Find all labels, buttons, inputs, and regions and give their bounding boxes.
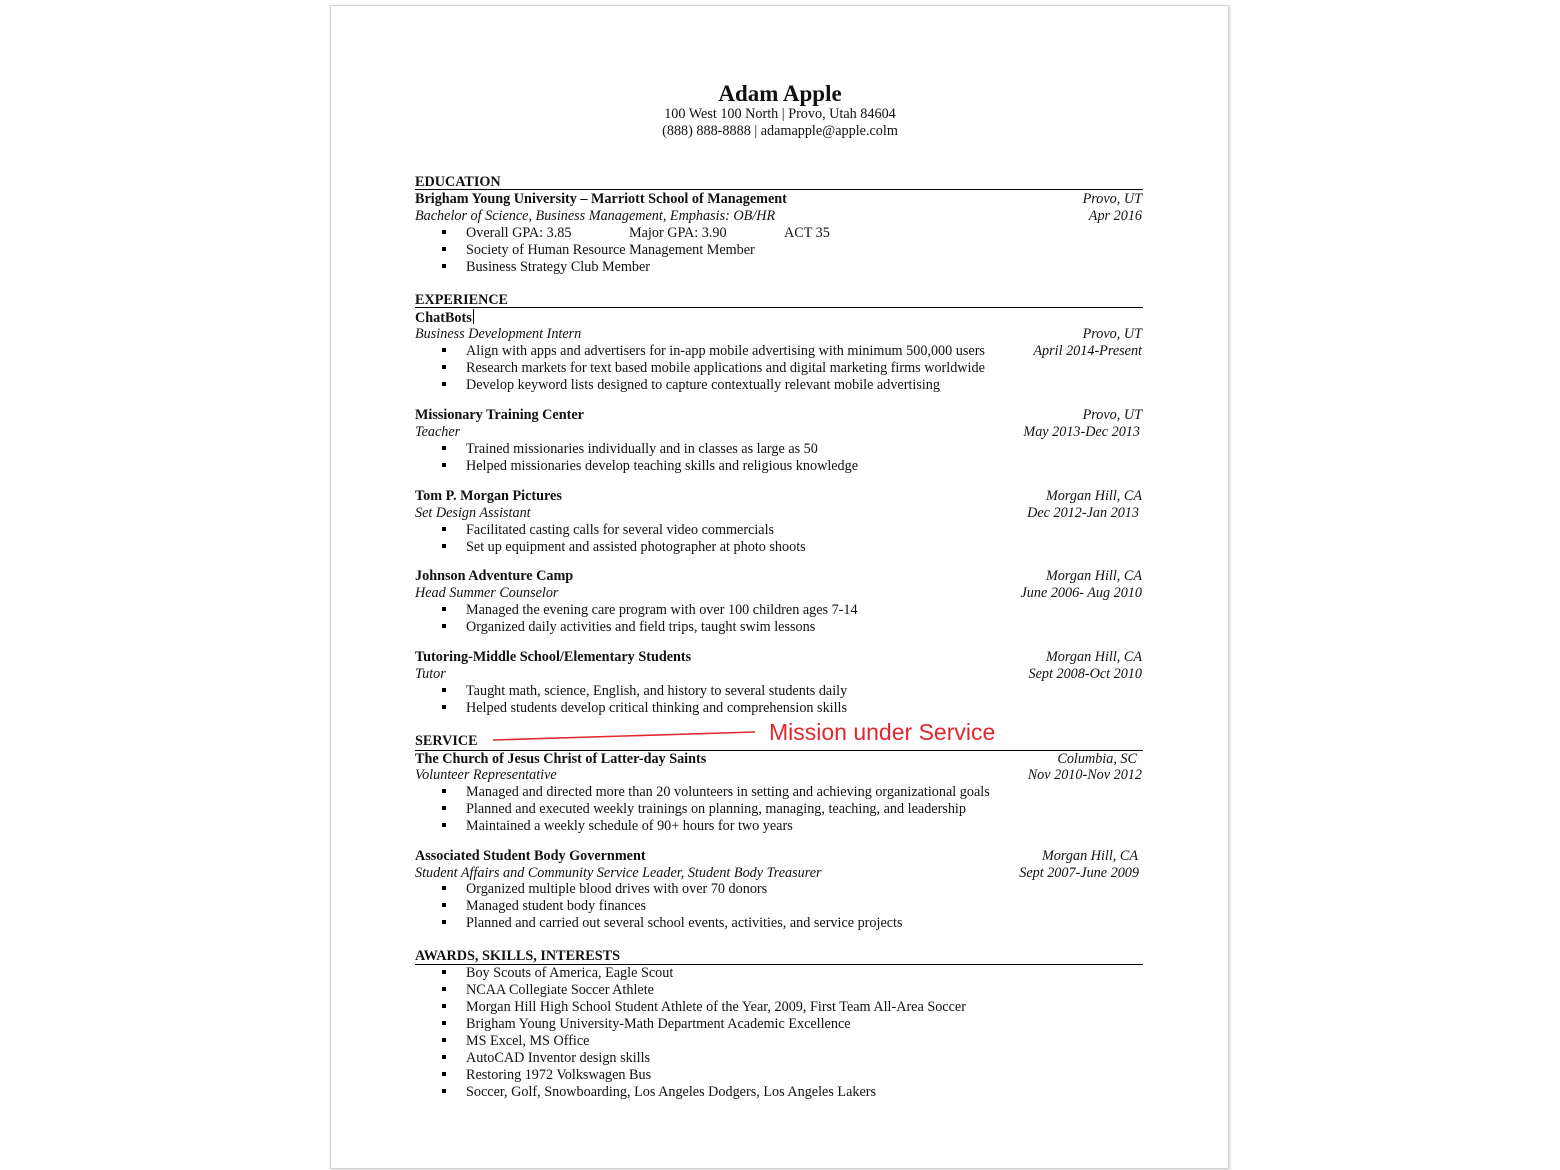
- list-item: Helped students develop critical thinking and comprehension skills: [442, 700, 847, 717]
- list-item: Set up equipment and assisted photographer at photo shoots: [442, 539, 806, 556]
- job-date: June 2006- Aug 2010: [1020, 585, 1142, 601]
- education-school: Brigham Young University – Marriott School of Management: [415, 191, 787, 207]
- job-location: Provo, UT: [1082, 326, 1142, 342]
- bullet-icon: [442, 264, 446, 268]
- job-date: Sept 2008-Oct 2010: [1028, 666, 1142, 682]
- act-score: ACT 35: [784, 225, 830, 241]
- bullet-icon: [442, 886, 446, 890]
- awards-heading: AWARDS, SKILLS, INTERESTS: [415, 948, 621, 964]
- job-date: May 2013-Dec 2013: [1023, 424, 1140, 440]
- job-date: Dec 2012-Jan 2013: [1027, 505, 1139, 521]
- major-gpa: Major GPA: 3.90: [629, 225, 727, 241]
- resume-name: Adam Apple: [718, 81, 842, 106]
- job-date: Sept 2007-June 2009: [1019, 865, 1139, 881]
- job-location: Morgan Hill, CA: [1045, 568, 1142, 584]
- job-title: Tutor: [415, 666, 446, 682]
- list-item: Organized daily activities and field trips, taught swim lessons: [442, 619, 815, 636]
- bullet-icon: [442, 1004, 446, 1008]
- job-title: Teacher: [415, 424, 461, 440]
- list-item: Research markets for text based mobile applications and digital marketing firms worldwide: [442, 360, 985, 377]
- list-item: Restoring 1972 Volkswagen Bus: [442, 1067, 651, 1084]
- education-date: Apr 2016: [1088, 208, 1142, 224]
- list-item: NCAA Collegiate Soccer Athlete: [442, 982, 654, 999]
- job-date: April 2014-Present: [1033, 343, 1142, 359]
- bullet-icon: [442, 348, 446, 352]
- job-location: Morgan Hill, CA: [1045, 488, 1142, 504]
- contact-line: (888) 888-8888 | adamapple@apple.colm: [662, 123, 898, 139]
- bullet-icon: [442, 1055, 446, 1059]
- bullet-icon: [442, 1089, 446, 1093]
- bullet-icon: [442, 688, 446, 692]
- list-item: Taught math, science, English, and history to several students daily: [442, 683, 847, 700]
- bullet-icon: [442, 806, 446, 810]
- list-item: Overall GPA: 3.85: [442, 225, 571, 242]
- list-item: Organized multiple blood drives with over 70 donors: [442, 881, 767, 898]
- service-heading: SERVICE: [415, 733, 478, 749]
- job-title: Set Design Assistant: [415, 505, 531, 521]
- job-location: Morgan Hill, CA: [1045, 649, 1142, 665]
- education-location: Provo, UT: [1082, 191, 1142, 207]
- annotation-arrow-line: [490, 728, 760, 744]
- job-location: Morgan Hill, CA: [1041, 848, 1138, 864]
- bullet-icon: [442, 365, 446, 369]
- list-item: Planned and carried out several school events, activities, and service projects: [442, 915, 903, 932]
- list-item: Develop keyword lists designed to capture contextually relevant mobile advertising: [442, 377, 940, 394]
- bullet-icon: [442, 987, 446, 991]
- bullet-icon: [442, 903, 446, 907]
- job-location: Columbia, SC: [1057, 751, 1137, 767]
- list-item: Trained missionaries individually and in classes as large as 50: [442, 441, 818, 458]
- list-item: Brigham Young University-Math Department Academic Excellence: [442, 1016, 851, 1033]
- job-org: ChatBots: [415, 310, 472, 326]
- job-date: Nov 2010-Nov 2012: [1027, 767, 1142, 783]
- text-cursor: [473, 309, 474, 324]
- list-item: Maintained a weekly schedule of 90+ hours for two years: [442, 818, 793, 835]
- job-title: Business Development Intern: [415, 326, 582, 342]
- bullet-icon: [442, 789, 446, 793]
- job-org: Associated Student Body Government: [415, 848, 646, 864]
- bullet-icon: [442, 1038, 446, 1042]
- education-rule: [415, 189, 1143, 190]
- bullet-icon: [442, 446, 446, 450]
- list-item: Soccer, Golf, Snowboarding, Los Angeles Dodgers, Los Angeles Lakers: [442, 1084, 876, 1101]
- education-heading: EDUCATION: [415, 174, 501, 190]
- bullet-icon: [442, 624, 446, 628]
- bullet-icon: [442, 1021, 446, 1025]
- job-title: Student Affairs and Community Service Leader, Student Body Treasurer: [415, 865, 822, 881]
- list-item: Managed the evening care program with over 100 children ages 7-14: [442, 602, 858, 619]
- bullet-icon: [442, 823, 446, 827]
- bullet-icon: [442, 970, 446, 974]
- job-title: Volunteer Representative: [415, 767, 557, 783]
- list-item: Boy Scouts of America, Eagle Scout: [442, 965, 673, 982]
- list-item: Society of Human Resource Management Member: [442, 242, 755, 259]
- list-item: Managed and directed more than 20 volunteers in setting and achieving organizational goals: [442, 784, 990, 801]
- list-item: Planned and executed weekly trainings on planning, managing, teaching, and leadership: [442, 801, 966, 818]
- list-item: Business Strategy Club Member: [442, 259, 650, 276]
- experience-rule: [415, 307, 1143, 308]
- bullet-icon: [442, 607, 446, 611]
- address-line: 100 West 100 North | Provo, Utah 84604: [664, 106, 896, 122]
- list-item: Facilitated casting calls for several video commercials: [442, 522, 774, 539]
- list-item: Helped missionaries develop teaching skills and religious knowledge: [442, 458, 858, 475]
- job-org: Johnson Adventure Camp: [415, 568, 574, 584]
- annotation-label: Mission under Service: [769, 719, 996, 745]
- job-org: Tom P. Morgan Pictures: [415, 488, 562, 504]
- experience-heading: EXPERIENCE: [415, 292, 509, 308]
- list-item: Morgan Hill High School Student Athlete of the Year, 2009, First Team All-Area Soccer: [442, 999, 966, 1016]
- bullet-icon: [442, 247, 446, 251]
- job-location: Provo, UT: [1082, 407, 1142, 423]
- bullet-icon: [442, 230, 446, 234]
- bullet-icon: [442, 544, 446, 548]
- job-org: Tutoring-Middle School/Elementary Students: [415, 649, 692, 665]
- list-item: Align with apps and advertisers for in-app mobile advertising with minimum 500,000 users: [442, 343, 985, 360]
- list-item: MS Excel, MS Office: [442, 1033, 589, 1050]
- job-org: Missionary Training Center: [415, 407, 584, 423]
- list-item: AutoCAD Inventor design skills: [442, 1050, 650, 1067]
- list-item: Managed student body finances: [442, 898, 646, 915]
- bullet-icon: [442, 382, 446, 386]
- job-title: Head Summer Counselor: [415, 585, 559, 601]
- bullet-icon: [442, 1072, 446, 1076]
- bullet-icon: [442, 463, 446, 467]
- bullet-icon: [442, 527, 446, 531]
- bullet-icon: [442, 705, 446, 709]
- education-degree: Bachelor of Science, Business Management, Emphasis: OB/HR: [415, 208, 776, 224]
- bullet-icon: [442, 920, 446, 924]
- job-org: The Church of Jesus Christ of Latter-day Saints: [415, 751, 707, 767]
